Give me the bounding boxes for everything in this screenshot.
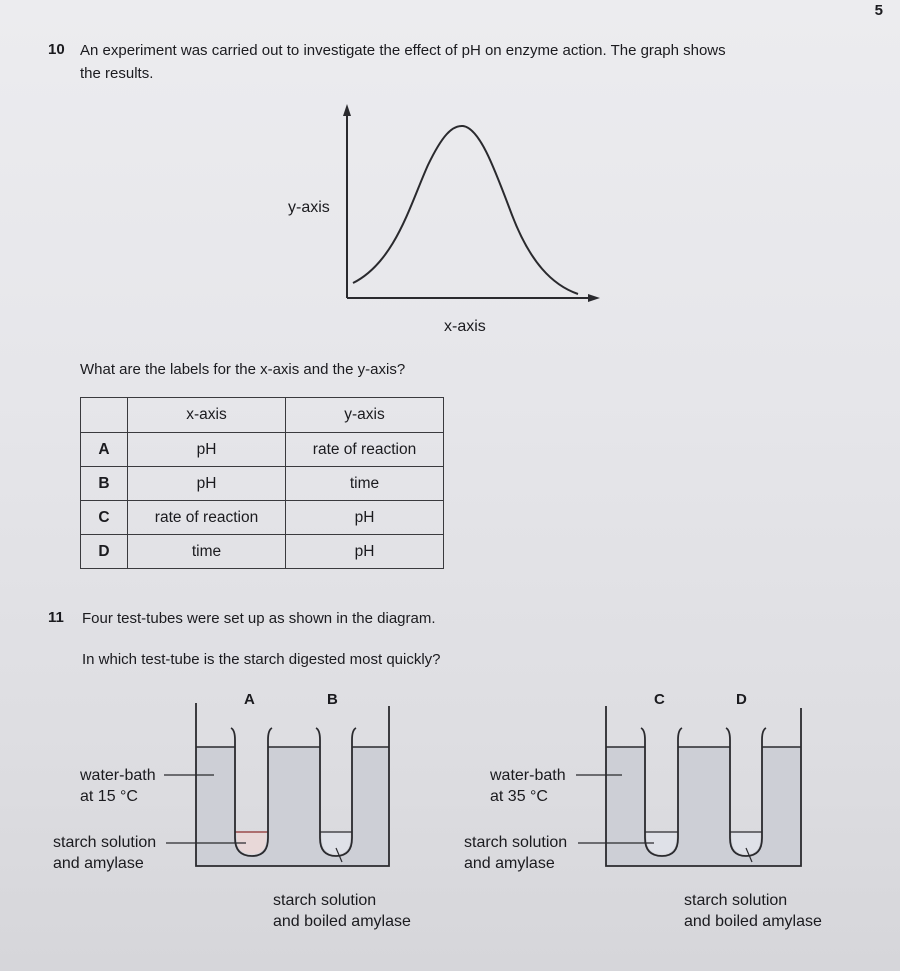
question-11-number: 11: [48, 609, 64, 626]
right-bath-label-line2: at 35 °C: [490, 788, 548, 805]
tube-a-label: A: [244, 691, 255, 708]
left-bath-label-line1: water-bath: [80, 767, 156, 784]
option-y-value: pH: [286, 535, 444, 569]
right-solution-label-line2: and amylase: [464, 855, 555, 872]
right-bath-label-line1: water-bath: [490, 767, 566, 784]
right-boiled-label-line1: starch solution: [684, 892, 788, 909]
right-water-fill: [606, 747, 801, 866]
left-boiled-label-line2: and boiled amylase: [273, 913, 411, 930]
option-y-value: time: [286, 467, 444, 501]
question-10-prompt: What are the labels for the x-axis and the y-axis?: [80, 361, 406, 378]
left-boiled-label-line1: starch solution: [273, 892, 377, 909]
left-solution-label-line1: starch solution: [53, 834, 157, 851]
option-x-value: time: [128, 535, 286, 569]
question-10-number: 10: [48, 41, 65, 58]
option-x-value: pH: [128, 467, 286, 501]
left-water-fill: [196, 747, 389, 866]
right-solution-label-line1: starch solution: [464, 834, 568, 851]
answer-table-header-y: y-axis: [286, 398, 444, 433]
question-10-intro-line1: An experiment was carried out to investigate the effect of pH on enzyme action. The graph shows: [80, 42, 726, 59]
right-water-bath-beaker: [576, 706, 801, 866]
question-11-prompt: In which test-tube is the starch digested most quickly?: [82, 651, 441, 668]
tube-d-label: D: [736, 691, 747, 708]
left-solution-label-line2: and amylase: [53, 855, 144, 872]
graph-y-axis-label: y-axis: [288, 199, 330, 216]
option-letter: B: [81, 467, 128, 501]
tube-c-label: C: [654, 691, 665, 708]
right-boiled-label-line2: and boiled amylase: [684, 913, 822, 930]
option-x-value: rate of reaction: [128, 501, 286, 535]
page-number: 5: [874, 2, 883, 19]
tube-d-solution: [732, 832, 760, 854]
option-x-value: pH: [128, 433, 286, 467]
option-letter: D: [81, 535, 128, 569]
question-11-intro: Four test-tubes were set up as shown in the diagram.: [82, 610, 436, 627]
tube-b-label: B: [327, 691, 338, 708]
option-letter: A: [81, 433, 128, 467]
question-10-intro-line2: the results.: [80, 65, 154, 82]
option-y-value: pH: [286, 501, 444, 535]
tube-b-solution: [322, 832, 350, 854]
left-bath-label-line2: at 15 °C: [80, 788, 138, 805]
option-y-value: rate of reaction: [286, 433, 444, 467]
answer-table-header-x: x-axis: [128, 398, 286, 433]
option-letter: C: [81, 501, 128, 535]
graph-x-axis-label: x-axis: [444, 318, 486, 335]
left-water-bath-beaker: [164, 703, 389, 866]
